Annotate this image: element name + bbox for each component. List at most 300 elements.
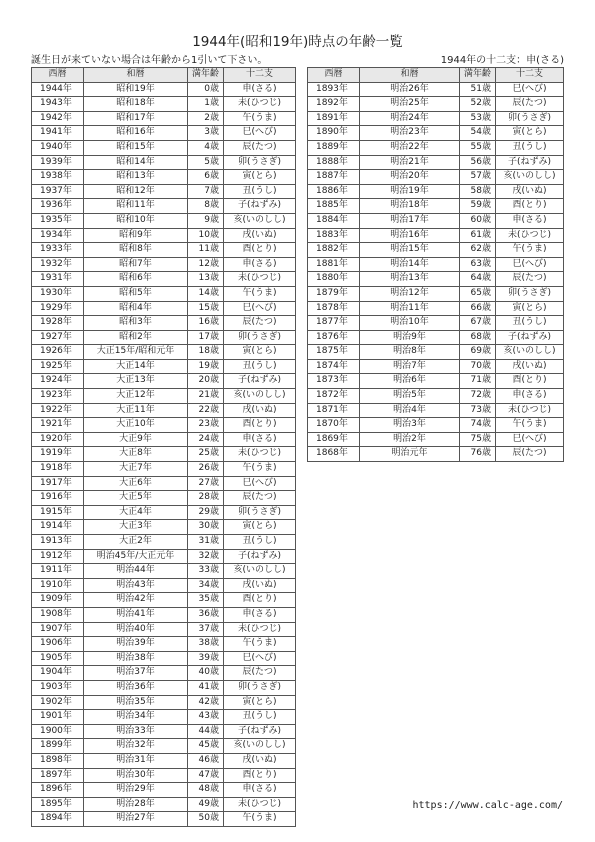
cell-age: 7歳	[188, 184, 224, 199]
table-row	[32, 680, 296, 695]
cell-western-year: 1897年	[32, 768, 84, 783]
cell-western-year: 1924年	[32, 374, 84, 389]
header-zodiac: 十二支	[496, 68, 564, 83]
cell-zodiac: 子(ねずみ)	[496, 330, 564, 345]
cell-japanese-era: 昭和7年	[84, 257, 188, 272]
header-western-year: 西暦	[308, 68, 360, 83]
cell-zodiac: 子(ねずみ)	[224, 374, 296, 389]
cell-western-year: 1940年	[32, 140, 84, 155]
table-row	[32, 520, 296, 535]
cell-western-year: 1887年	[308, 170, 360, 185]
table-row	[32, 82, 296, 97]
cell-zodiac: 酉(とり)	[224, 418, 296, 433]
cell-western-year: 1916年	[32, 491, 84, 506]
cell-age: 17歳	[188, 330, 224, 345]
cell-age: 69歳	[460, 345, 496, 360]
cell-western-year: 1891年	[308, 111, 360, 126]
cell-japanese-era: 大正4年	[84, 505, 188, 520]
cell-western-year: 1909年	[32, 593, 84, 608]
cell-age: 27歳	[188, 476, 224, 491]
cell-age: 74歳	[460, 418, 496, 433]
cell-japanese-era: 明治24年	[360, 111, 460, 126]
cell-japanese-era: 昭和14年	[84, 155, 188, 170]
table-row	[32, 739, 296, 754]
cell-zodiac: 卯(うさぎ)	[224, 680, 296, 695]
table-row	[32, 695, 296, 710]
cell-age: 76歳	[460, 447, 496, 462]
cell-japanese-era: 昭和9年	[84, 228, 188, 243]
cell-western-year: 1890年	[308, 126, 360, 141]
table-row	[32, 491, 296, 506]
cell-age: 51歳	[460, 82, 496, 97]
cell-japanese-era: 明治43年	[84, 578, 188, 593]
cell-zodiac: 辰(たつ)	[224, 666, 296, 681]
cell-zodiac: 丑(うし)	[496, 140, 564, 155]
cell-japanese-era: 昭和18年	[84, 97, 188, 112]
cell-western-year: 1927年	[32, 330, 84, 345]
cell-japanese-era: 明治30年	[84, 768, 188, 783]
cell-western-year: 1944年	[32, 82, 84, 97]
table-row	[32, 170, 296, 185]
cell-western-year: 1921年	[32, 418, 84, 433]
year-zodiac: 1944年の十二支：申(さる)	[440, 55, 564, 66]
cell-zodiac: 亥(いのしし)	[224, 564, 296, 579]
cell-zodiac: 亥(いのしし)	[224, 213, 296, 228]
cell-western-year: 1871年	[308, 403, 360, 418]
table-row	[32, 651, 296, 666]
table-row	[32, 447, 296, 462]
cell-japanese-era: 大正2年	[84, 535, 188, 550]
cell-zodiac: 戌(いぬ)	[224, 578, 296, 593]
table-row	[308, 111, 564, 126]
table-row	[308, 213, 564, 228]
instruction-note: 誕生日が来ていない場合は年齢から1引いて下さい。	[31, 55, 268, 66]
cell-age: 31歳	[188, 535, 224, 550]
cell-western-year: 1900年	[32, 724, 84, 739]
cell-zodiac: 酉(とり)	[496, 199, 564, 214]
table-row	[308, 140, 564, 155]
cell-zodiac: 丑(うし)	[224, 359, 296, 374]
cell-age: 72歳	[460, 389, 496, 404]
cell-zodiac: 亥(いのしし)	[496, 170, 564, 185]
cell-japanese-era: 明治15年	[360, 243, 460, 258]
table-row	[308, 199, 564, 214]
cell-western-year: 1905年	[32, 651, 84, 666]
cell-japanese-era: 明治7年	[360, 359, 460, 374]
cell-japanese-era: 昭和3年	[84, 316, 188, 331]
cell-age: 10歳	[188, 228, 224, 243]
cell-japanese-era: 明治33年	[84, 724, 188, 739]
cell-western-year: 1906年	[32, 637, 84, 652]
table-row	[32, 753, 296, 768]
cell-age: 25歳	[188, 447, 224, 462]
cell-age: 65歳	[460, 286, 496, 301]
header-western-year: 西暦	[32, 68, 84, 83]
cell-age: 37歳	[188, 622, 224, 637]
table-row	[32, 666, 296, 681]
table-row	[32, 184, 296, 199]
cell-zodiac: 亥(いのしし)	[224, 739, 296, 754]
cell-japanese-era: 大正14年	[84, 359, 188, 374]
cell-japanese-era: 明治25年	[360, 97, 460, 112]
cell-western-year: 1880年	[308, 272, 360, 287]
cell-age: 73歳	[460, 403, 496, 418]
table-row	[308, 418, 564, 433]
cell-western-year: 1938年	[32, 170, 84, 185]
cell-japanese-era: 大正11年	[84, 403, 188, 418]
cell-western-year: 1910年	[32, 578, 84, 593]
table-row	[32, 213, 296, 228]
cell-age: 32歳	[188, 549, 224, 564]
cell-japanese-era: 明治9年	[360, 330, 460, 345]
cell-zodiac: 戌(いぬ)	[224, 753, 296, 768]
table-row	[308, 432, 564, 447]
cell-japanese-era: 明治2年	[360, 432, 460, 447]
cell-zodiac: 卯(うさぎ)	[496, 286, 564, 301]
cell-japanese-era: 昭和19年	[84, 82, 188, 97]
cell-japanese-era: 大正6年	[84, 476, 188, 491]
cell-western-year: 1896年	[32, 783, 84, 798]
cell-western-year: 1915年	[32, 505, 84, 520]
table-row	[32, 111, 296, 126]
table-row	[32, 535, 296, 550]
cell-age: 57歳	[460, 170, 496, 185]
table-row	[32, 359, 296, 374]
cell-age: 59歳	[460, 199, 496, 214]
cell-zodiac: 辰(たつ)	[496, 97, 564, 112]
cell-western-year: 1875年	[308, 345, 360, 360]
cell-age: 35歳	[188, 593, 224, 608]
table-row	[32, 593, 296, 608]
cell-japanese-era: 明治27年	[84, 812, 188, 827]
cell-age: 43歳	[188, 710, 224, 725]
cell-zodiac: 巳(へび)	[496, 432, 564, 447]
cell-age: 50歳	[188, 812, 224, 827]
cell-zodiac: 亥(いのしし)	[224, 389, 296, 404]
cell-japanese-era: 大正7年	[84, 462, 188, 477]
table-row	[32, 812, 296, 827]
cell-japanese-era: 大正15年/昭和元年	[84, 345, 188, 360]
cell-japanese-era: 明治21年	[360, 155, 460, 170]
cell-zodiac: 巳(へび)	[224, 476, 296, 491]
cell-zodiac: 亥(いのしし)	[496, 345, 564, 360]
cell-western-year: 1943年	[32, 97, 84, 112]
table-row	[32, 286, 296, 301]
cell-age: 0歳	[188, 82, 224, 97]
cell-zodiac: 辰(たつ)	[496, 272, 564, 287]
cell-western-year: 1935年	[32, 213, 84, 228]
cell-japanese-era: 明治元年	[360, 447, 460, 462]
cell-age: 26歳	[188, 462, 224, 477]
table-row	[32, 783, 296, 798]
cell-zodiac: 卯(うさぎ)	[224, 330, 296, 345]
cell-western-year: 1920年	[32, 432, 84, 447]
cell-western-year: 1904年	[32, 666, 84, 681]
cell-zodiac: 子(ねずみ)	[224, 549, 296, 564]
table-row	[308, 170, 564, 185]
cell-age: 12歳	[188, 257, 224, 272]
cell-japanese-era: 明治42年	[84, 593, 188, 608]
header-japanese-era: 和暦	[84, 68, 188, 83]
table-row	[32, 374, 296, 389]
cell-western-year: 1894年	[32, 812, 84, 827]
cell-japanese-era: 昭和11年	[84, 199, 188, 214]
cell-western-year: 1884年	[308, 213, 360, 228]
table-row	[32, 243, 296, 258]
cell-age: 54歳	[460, 126, 496, 141]
cell-zodiac: 申(さる)	[224, 432, 296, 447]
cell-japanese-era: 明治45年/大正元年	[84, 549, 188, 564]
cell-western-year: 1930年	[32, 286, 84, 301]
cell-age: 47歳	[188, 768, 224, 783]
table-row	[32, 578, 296, 593]
table-row	[308, 359, 564, 374]
table-row	[32, 330, 296, 345]
cell-zodiac: 寅(とら)	[224, 170, 296, 185]
table-row	[308, 155, 564, 170]
cell-western-year: 1889年	[308, 140, 360, 155]
cell-age: 62歳	[460, 243, 496, 258]
cell-zodiac: 未(ひつじ)	[496, 403, 564, 418]
table-row	[32, 768, 296, 783]
header-zodiac: 十二支	[224, 68, 296, 83]
cell-age: 19歳	[188, 359, 224, 374]
table-row	[32, 155, 296, 170]
cell-zodiac: 辰(たつ)	[224, 491, 296, 506]
cell-western-year: 1934年	[32, 228, 84, 243]
cell-western-year: 1923年	[32, 389, 84, 404]
table-row	[32, 476, 296, 491]
cell-age: 1歳	[188, 97, 224, 112]
cell-japanese-era: 明治11年	[360, 301, 460, 316]
cell-western-year: 1942年	[32, 111, 84, 126]
cell-western-year: 1876年	[308, 330, 360, 345]
cell-zodiac: 酉(とり)	[224, 243, 296, 258]
cell-western-year: 1907年	[32, 622, 84, 637]
cell-zodiac: 戌(いぬ)	[224, 403, 296, 418]
cell-western-year: 1932年	[32, 257, 84, 272]
cell-japanese-era: 明治16年	[360, 228, 460, 243]
cell-zodiac: 未(ひつじ)	[224, 272, 296, 287]
cell-western-year: 1893年	[308, 82, 360, 97]
table-row	[308, 403, 564, 418]
cell-japanese-era: 明治22年	[360, 140, 460, 155]
cell-age: 55歳	[460, 140, 496, 155]
table-row	[308, 184, 564, 199]
cell-zodiac: 午(うま)	[224, 637, 296, 652]
cell-japanese-era: 大正12年	[84, 389, 188, 404]
cell-age: 42歳	[188, 695, 224, 710]
table-row	[308, 272, 564, 287]
cell-age: 20歳	[188, 374, 224, 389]
cell-japanese-era: 明治41年	[84, 607, 188, 622]
cell-age: 3歳	[188, 126, 224, 141]
cell-zodiac: 申(さる)	[496, 389, 564, 404]
cell-western-year: 1918年	[32, 462, 84, 477]
table-row	[308, 286, 564, 301]
table-row	[32, 622, 296, 637]
cell-japanese-era: 明治35年	[84, 695, 188, 710]
cell-zodiac: 酉(とり)	[224, 593, 296, 608]
cell-japanese-era: 明治20年	[360, 170, 460, 185]
cell-zodiac: 申(さる)	[224, 607, 296, 622]
cell-age: 70歳	[460, 359, 496, 374]
cell-zodiac: 申(さる)	[224, 82, 296, 97]
cell-japanese-era: 明治26年	[360, 82, 460, 97]
cell-age: 4歳	[188, 140, 224, 155]
cell-zodiac: 午(うま)	[496, 418, 564, 433]
cell-age: 67歳	[460, 316, 496, 331]
cell-zodiac: 酉(とり)	[224, 768, 296, 783]
table-row	[32, 637, 296, 652]
cell-japanese-era: 昭和6年	[84, 272, 188, 287]
cell-western-year: 1869年	[308, 432, 360, 447]
cell-western-year: 1892年	[308, 97, 360, 112]
cell-zodiac: 未(ひつじ)	[224, 447, 296, 462]
cell-zodiac: 寅(とら)	[224, 695, 296, 710]
table-row	[308, 228, 564, 243]
cell-western-year: 1911年	[32, 564, 84, 579]
table-row	[32, 199, 296, 214]
table-row	[308, 447, 564, 462]
cell-age: 63歳	[460, 257, 496, 272]
cell-age: 33歳	[188, 564, 224, 579]
cell-japanese-era: 昭和17年	[84, 111, 188, 126]
cell-western-year: 1888年	[308, 155, 360, 170]
cell-zodiac: 寅(とら)	[496, 126, 564, 141]
table-row	[32, 549, 296, 564]
cell-western-year: 1914年	[32, 520, 84, 535]
cell-japanese-era: 昭和5年	[84, 286, 188, 301]
cell-age: 22歳	[188, 403, 224, 418]
cell-zodiac: 丑(うし)	[224, 710, 296, 725]
cell-zodiac: 巳(へび)	[224, 126, 296, 141]
cell-age: 5歳	[188, 155, 224, 170]
table-header-row	[32, 68, 296, 83]
cell-age: 34歳	[188, 578, 224, 593]
table-row	[32, 272, 296, 287]
cell-japanese-era: 明治28年	[84, 797, 188, 812]
cell-age: 60歳	[460, 213, 496, 228]
header-age: 満年齢	[188, 68, 224, 83]
cell-japanese-era: 明治17年	[360, 213, 460, 228]
cell-japanese-era: 明治40年	[84, 622, 188, 637]
cell-zodiac: 未(ひつじ)	[224, 622, 296, 637]
age-table-right	[307, 67, 564, 462]
cell-western-year: 1899年	[32, 739, 84, 754]
cell-zodiac: 子(ねずみ)	[224, 199, 296, 214]
cell-age: 28歳	[188, 491, 224, 506]
cell-age: 16歳	[188, 316, 224, 331]
table-row	[308, 389, 564, 404]
header-age: 満年齢	[460, 68, 496, 83]
table-row	[32, 418, 296, 433]
table-header-row	[308, 68, 564, 83]
age-table-left	[31, 67, 296, 827]
cell-western-year: 1877年	[308, 316, 360, 331]
cell-zodiac: 午(うま)	[224, 462, 296, 477]
cell-age: 75歳	[460, 432, 496, 447]
cell-japanese-era: 明治32年	[84, 739, 188, 754]
cell-japanese-era: 昭和12年	[84, 184, 188, 199]
table-row	[308, 374, 564, 389]
table-row	[308, 82, 564, 97]
cell-age: 52歳	[460, 97, 496, 112]
cell-western-year: 1874年	[308, 359, 360, 374]
cell-japanese-era: 大正9年	[84, 432, 188, 447]
cell-age: 64歳	[460, 272, 496, 287]
cell-age: 66歳	[460, 301, 496, 316]
cell-age: 23歳	[188, 418, 224, 433]
cell-age: 44歳	[188, 724, 224, 739]
cell-western-year: 1929年	[32, 301, 84, 316]
cell-japanese-era: 昭和4年	[84, 301, 188, 316]
cell-western-year: 1919年	[32, 447, 84, 462]
table-row	[32, 724, 296, 739]
cell-age: 38歳	[188, 637, 224, 652]
table-row	[32, 710, 296, 725]
table-row	[308, 97, 564, 112]
cell-western-year: 1908年	[32, 607, 84, 622]
cell-western-year: 1939年	[32, 155, 84, 170]
cell-western-year: 1898年	[32, 753, 84, 768]
cell-japanese-era: 大正8年	[84, 447, 188, 462]
cell-age: 48歳	[188, 783, 224, 798]
cell-zodiac: 丑(うし)	[224, 184, 296, 199]
cell-age: 6歳	[188, 170, 224, 185]
cell-western-year: 1937年	[32, 184, 84, 199]
cell-age: 36歳	[188, 607, 224, 622]
cell-japanese-era: 明治31年	[84, 753, 188, 768]
cell-zodiac: 寅(とら)	[224, 345, 296, 360]
cell-age: 56歳	[460, 155, 496, 170]
cell-japanese-era: 明治6年	[360, 374, 460, 389]
cell-age: 21歳	[188, 389, 224, 404]
table-row	[32, 797, 296, 812]
cell-age: 40歳	[188, 666, 224, 681]
cell-western-year: 1926年	[32, 345, 84, 360]
cell-japanese-era: 昭和13年	[84, 170, 188, 185]
cell-japanese-era: 明治29年	[84, 783, 188, 798]
cell-western-year: 1870年	[308, 418, 360, 433]
cell-zodiac: 申(さる)	[224, 783, 296, 798]
cell-zodiac: 未(ひつじ)	[224, 97, 296, 112]
cell-japanese-era: 明治3年	[360, 418, 460, 433]
cell-age: 15歳	[188, 301, 224, 316]
cell-japanese-era: 明治5年	[360, 389, 460, 404]
table-row	[32, 432, 296, 447]
cell-western-year: 1901年	[32, 710, 84, 725]
cell-western-year: 1931年	[32, 272, 84, 287]
cell-zodiac: 辰(たつ)	[224, 140, 296, 155]
cell-western-year: 1936年	[32, 199, 84, 214]
cell-age: 18歳	[188, 345, 224, 360]
cell-western-year: 1881年	[308, 257, 360, 272]
cell-zodiac: 戌(いぬ)	[224, 228, 296, 243]
cell-zodiac: 戌(いぬ)	[496, 184, 564, 199]
cell-western-year: 1913年	[32, 535, 84, 550]
cell-age: 49歳	[188, 797, 224, 812]
cell-western-year: 1925年	[32, 359, 84, 374]
cell-zodiac: 午(うま)	[224, 111, 296, 126]
cell-western-year: 1882年	[308, 243, 360, 258]
cell-western-year: 1873年	[308, 374, 360, 389]
cell-japanese-era: 昭和10年	[84, 213, 188, 228]
cell-zodiac: 申(さる)	[496, 213, 564, 228]
site-url: https://www.calc-age.com/	[412, 800, 563, 811]
cell-age: 46歳	[188, 753, 224, 768]
table-row	[32, 257, 296, 272]
